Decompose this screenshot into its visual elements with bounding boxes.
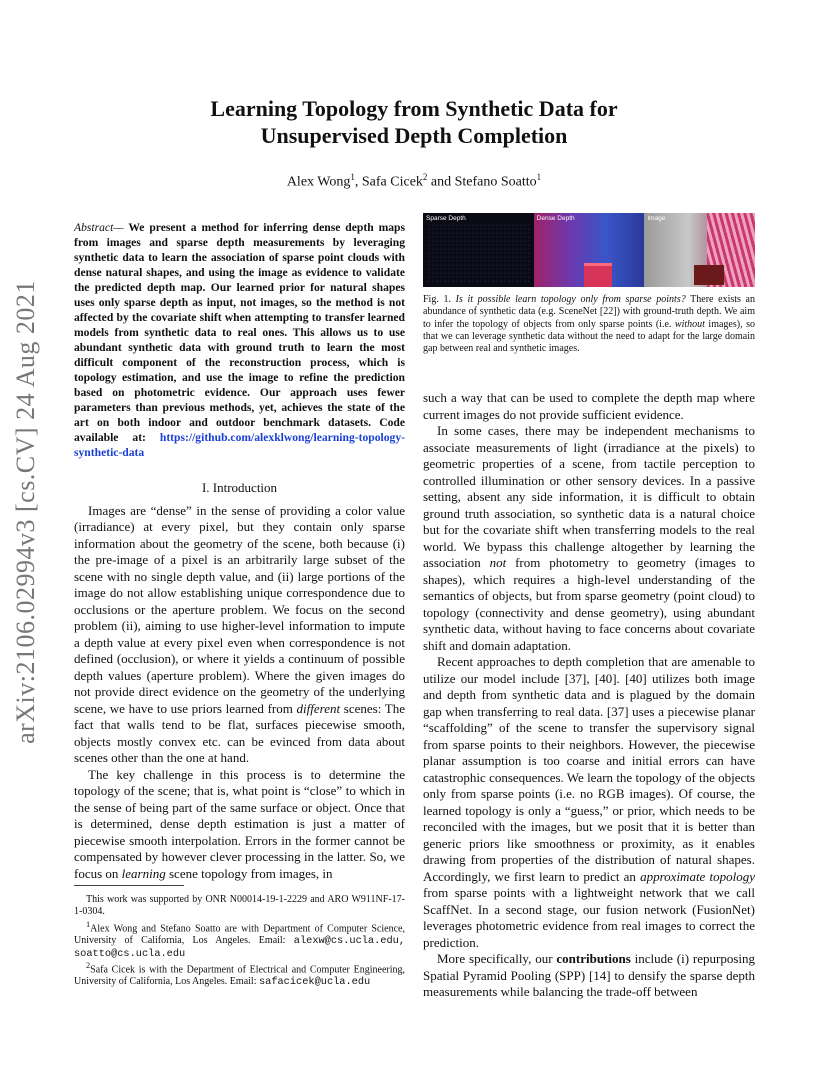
body-paragraph: Recent approaches to depth completion that are amenable to utilize our model include [37], [40]. [40] utilizes both image and depth from synthetic data and is plagued by the domain gap when transferring to real data. [37] uses a piecewise planar “scaffolding” of the scene to transfer the supervisory signal from sparse points to their neighbors. However, the piecewise planar assumption is too coarse and initial errors can have catastrophic consequences. We learn the topology of the objects only from sparse points (i.e. no RGB images). Of course, the learned topology is only a “guess,” or prior, which needs to be reconciled with the images, but we posit that it is better than generic priors like smoothness or proximity, as it enables drawing from properties of the distribution of natural shapes. Accordingly, we first learn to predict an approximate topology from sparse points with a lightweight network that we call ScaffNet. In a second stage, our fusion network (FusionNet) leverages photometric evidence from real images to correct the prediction. xyxy=(423,654,755,950)
right-column xyxy=(423,390,755,1001)
section-heading-text: I. Introduction xyxy=(201,480,278,495)
author-name: Safa Cicek xyxy=(361,174,423,190)
author-affiliation-mark: 2 xyxy=(422,172,428,182)
footnote-2: $^2$Safa Cicek is with the Department of Electrical and Computer Engineering, University of California, Los Angeles. Email: safacicek@ucla.edu xyxy=(74,960,405,989)
left-column xyxy=(74,220,405,882)
footnote-1: $^1$Alex Wong and Stefano Soatto are with Department of Computer Science, University of California, Los Angeles. Email: alexw@cs.ucla.edu, soatto@cs.ucla.edu xyxy=(74,919,406,960)
abstract-text: We present a method for inferring dense depth maps from images and sparse depth measurements by leveraging synthetic data to learn the association of sparse point clouds with dense natural shapes, and using the image as evidence to validate the predicted depth map. Our learned prior for natural shapes uses only sparse depth as input, not images, so the method is not affected by the covariate shift when attempting to transfer learned models from synthetic data to real ones. This allows us to use abundant synthetic data with ground truth to learn the most difficult component of the reconstruction process, which is topology estimation, and use the image to refine the prediction based on photometric evidence. Our approach uses fewer parameters than previous methods, yet, achieves the state of the art on both indoor and outdoor benchmark datasets. Code available at: xyxy=(74,221,405,444)
footnotes xyxy=(74,894,405,989)
depth-object-image xyxy=(584,263,612,287)
figure-caption: Fig. 1. Is it possible learn topology only from sparse points? There exists an abundance of synthetic data (e.g. SceneNet [22]) with ground-truth depth. We aim to infer the topology of objects from only sparse points (i.e. without images), so that we can leverage synthetic data without the need to adapt for the large domain gap between real and synthetic images. xyxy=(423,294,755,355)
footnote-rule xyxy=(74,885,184,886)
image-panel xyxy=(644,213,755,287)
footnote-support: This work was supported by ONR N00014-19-1-2229 and ARO W911NF-17-1-0304. xyxy=(74,894,405,918)
paper-title: Learning Topology from Synthetic Data for Unsupervised Depth Completion xyxy=(210,96,618,148)
sparse-depth-panel xyxy=(423,213,534,287)
author-affiliation-mark: 1 xyxy=(536,172,542,182)
caption-label: Fig. 1. xyxy=(423,294,451,305)
panel-label: Image xyxy=(647,215,666,222)
body-paragraph: Images are “dense” in the sense of providing a color value (irradiance) at every pixel, but they contain only sparse information about the geometry of the scene, both because (i) the pre-image of a pixel is an arbitrarily large subset of the scene with no single depth value, and (ii) large portions of the image do not allow establishing unique correspondence due to occlusions or the aperture problem. We focus on the second problem (ii), aiming to use higher-level information to impute a depth value at every pixel even when correspondence is not defined (occlusion), or where it yields a continuum of possible depth values (aperture problem). Where the given images do not provide direct evidence on the geometry of the underlying scene, we have to use priors learned from different scenes: The fact that walls tend to be flat, surfaces piecewise smooth, objects mostly convex etc. can be evinced from data about scenes other than the one at hand. xyxy=(74,502,405,765)
author-name: Alex Wong xyxy=(286,174,351,190)
author-affiliation-mark: 1 xyxy=(350,172,355,182)
body-paragraph: The key challenge in this process is to determine the topology of the scene; that is, what point is “close” to which in the sense of being part of the same surface or object. Once that is determined, dense depth estimation is just a matter of piecewise smooth interpolation. Errors in the former cannot be compensated by however clever processing in the latter. So, we focus on learning scene topology from images, in xyxy=(74,766,405,881)
body-paragraph: In some cases, there may be independent mechanisms to associate measurements of light (irradiance at the pixels) to geometric properties of a scene, from tactile perception to controlled illumination or other sensory devices. In a passive setting, absent any side information, it is difficult to obtain ground truth association, so synthetic data is a natural choice but for the covariate shift when transferring models to the real world. We bypass this challenge altogether by learning the association not from photometry to geometry (images to shapes), which requires a high-level understanding of the semantics of objects, but from sparse geometry (point cloud) to topology (connectivity and dense geometry), using abundant synthetic data, without having to face concerns about covariate shift and domain adaptation. xyxy=(423,423,755,653)
caption-question: Is it possible learn topology only from sparse points? xyxy=(455,294,686,305)
code-link[interactable]: https://github.com/alexklwong/learning-topology-synthetic-data xyxy=(74,431,405,459)
email-text: safacicek@ucla.edu xyxy=(258,976,371,989)
section-heading xyxy=(74,480,405,497)
dense-depth-panel xyxy=(534,213,645,287)
panel-label: Dense Depth xyxy=(536,215,575,222)
arxiv-id-text: arXiv:2106.02994v3 [cs.CV] 24 Aug 2021 xyxy=(11,280,40,744)
author-line: Alex Wong$^1$, Safa Cicek$^2$ and Stefano Soatto$^1$ xyxy=(286,172,542,190)
author-name: Stefano Soatto xyxy=(454,174,537,190)
sparse-points-image xyxy=(427,223,530,283)
abstract xyxy=(74,220,405,460)
email-text: alexw@cs.ucla.edu, soatto@cs.ucla.edu xyxy=(74,935,406,960)
arxiv-identifier xyxy=(0,282,52,742)
abstract-label: Abstract— xyxy=(74,221,124,234)
body-paragraph: More specifically, our contributions include (i) repurposing Spatial Pyramid Pooling (SPP) [14] to densify the sparse depth measurements while balancing the trade-off between xyxy=(423,951,756,999)
figure-1 xyxy=(423,213,755,287)
bed-image xyxy=(694,265,724,285)
body-paragraph: such a way that can be used to complete the depth map where current images do not provide sufficient evidence. xyxy=(423,390,755,422)
panel-label: Sparse Depth xyxy=(426,215,466,222)
